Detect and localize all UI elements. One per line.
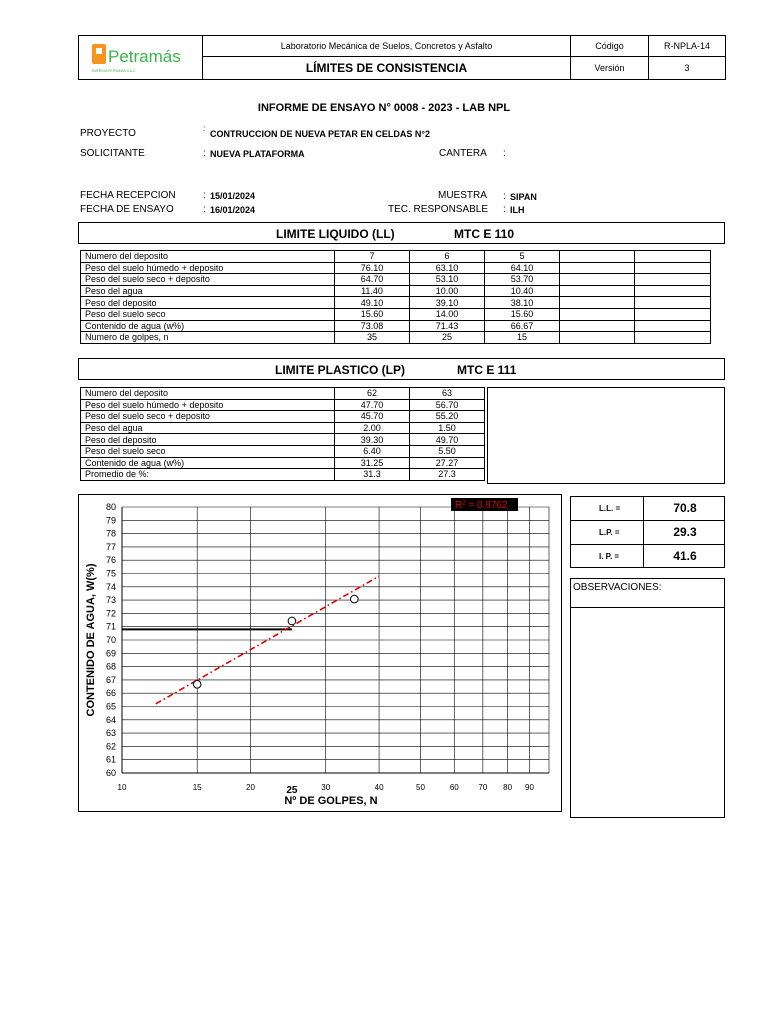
x-axis-label: Nº DE GOLPES, N xyxy=(284,795,378,807)
cell-value xyxy=(635,308,711,320)
table-row xyxy=(81,332,711,344)
cell-value: 71.43 xyxy=(410,320,485,332)
row-label: Peso del agua xyxy=(81,285,335,297)
cell-value: 27.27 xyxy=(410,457,485,469)
cell-value: 14.00 xyxy=(410,308,485,320)
row-label: Peso del deposito xyxy=(81,434,335,446)
cell-value xyxy=(635,320,711,332)
solicitante-value: NUEVA PLATAFORMA xyxy=(210,149,305,159)
y-tick-label: 68 xyxy=(105,661,116,672)
lp-title: LIMITE PLASTICO (LP) xyxy=(275,363,405,377)
x-tick-label: 90 xyxy=(525,783,534,792)
cell-value: 15 xyxy=(485,332,560,344)
cell-value: 66.67 xyxy=(485,320,560,332)
cell-value: 45.70 xyxy=(335,411,410,423)
y-tick-label: 72 xyxy=(105,608,116,619)
version-value: 3 xyxy=(684,63,690,73)
company-logo xyxy=(79,36,203,79)
fecha-recepcion-value: 15/01/2024 xyxy=(210,191,256,201)
fecha-ensayo-label: FECHA DE ENSAYO xyxy=(80,204,174,215)
ll-table xyxy=(80,250,711,344)
table-row xyxy=(81,274,711,286)
colon: : xyxy=(503,148,506,159)
observations-label: OBSERVACIONES: xyxy=(573,582,662,593)
y-tick-label: 60 xyxy=(105,768,116,778)
cell-value: 15.60 xyxy=(335,308,410,320)
colon: : xyxy=(203,190,206,201)
x-marker-label: 25 xyxy=(286,785,298,796)
y-tick-label: 80 xyxy=(105,502,116,512)
x-tick-label: 10 xyxy=(117,783,127,792)
cell-value: 31.3 xyxy=(335,469,410,481)
muestra-label: MUESTRA xyxy=(438,190,487,201)
y-tick-label: 65 xyxy=(105,701,116,712)
chart-svg xyxy=(79,495,561,811)
svg-text:EMPRESA PETRAMÁS S.A.C.: EMPRESA PETRAMÁS S.A.C. xyxy=(92,69,136,73)
y-tick-label: 66 xyxy=(105,688,116,699)
tec-label: TEC. RESPONSABLE xyxy=(388,204,489,215)
cell-value: 2.00 xyxy=(335,422,410,434)
cell-value: 39.10 xyxy=(410,297,485,309)
cell-value xyxy=(560,285,635,297)
cell-value: 1.50 xyxy=(410,422,485,434)
lp-result-label: L.P. = xyxy=(599,528,620,537)
cell-value: 73.08 xyxy=(335,320,410,332)
cell-value xyxy=(560,274,635,286)
cell-value: 35 xyxy=(335,332,410,344)
x-tick-label: 80 xyxy=(503,783,513,792)
ll-result-label: L.L. = xyxy=(599,504,621,513)
y-tick-label: 78 xyxy=(105,528,116,539)
y-tick-label: 61 xyxy=(105,754,116,765)
y-tick-label: 70 xyxy=(105,635,116,645)
cell-value: 47.70 xyxy=(335,399,410,411)
code-value: R-NPLA-14 xyxy=(649,36,725,57)
table-row xyxy=(81,469,485,481)
data-point xyxy=(351,595,359,603)
doc-title: LÍMITES DE CONSISTENCIA xyxy=(203,57,571,79)
y-tick-label: 67 xyxy=(105,674,116,685)
cell-value xyxy=(560,297,635,309)
cell-value: 25 xyxy=(410,332,485,344)
fecha-recepcion-label: FECHA RECEPCION xyxy=(80,190,176,201)
y-tick-label: 74 xyxy=(105,581,116,592)
cell-value xyxy=(560,320,635,332)
x-tick-label: 50 xyxy=(416,783,425,792)
cell-value xyxy=(635,285,711,297)
fecha-ensayo-value: 16/01/2024 xyxy=(210,205,256,215)
cell-value xyxy=(560,251,635,263)
document-header xyxy=(78,35,726,80)
cell-value: 55.20 xyxy=(410,411,485,423)
lp-result-value: 29.3 xyxy=(673,525,697,539)
x-tick-label: 30 xyxy=(321,783,331,792)
proyecto-value: CONTRUCCION DE NUEVA PETAR EN CELDAS N°2 xyxy=(210,129,430,139)
x-tick-label: 40 xyxy=(374,783,384,792)
table-row xyxy=(81,251,711,263)
cell-value: 10.40 xyxy=(485,285,560,297)
x-tick-label: 70 xyxy=(478,783,488,792)
cell-value: 5.50 xyxy=(410,445,485,457)
lp-empty-panel xyxy=(487,387,725,484)
colon: : xyxy=(203,148,206,159)
cell-value xyxy=(560,332,635,344)
cell-value: 64.10 xyxy=(485,262,560,274)
report-title: INFORME DE ENSAYO N° 0008 - 2023 - LAB NPL xyxy=(257,102,511,114)
row-label: Peso del suelo seco + deposito xyxy=(81,274,335,286)
y-tick-label: 77 xyxy=(105,541,116,552)
cell-value: 56.70 xyxy=(410,399,485,411)
ll-section-header xyxy=(78,222,725,244)
cell-value: 5 xyxy=(485,251,560,263)
cell-value: 53.70 xyxy=(485,274,560,286)
cell-value: 6.40 xyxy=(335,445,410,457)
y-tick-label: 75 xyxy=(105,568,116,579)
cell-value: 64.70 xyxy=(335,274,410,286)
row-label: Peso del deposito xyxy=(81,297,335,309)
table-row xyxy=(81,422,485,434)
table-row xyxy=(81,297,711,309)
petramas-logo-icon xyxy=(79,36,201,79)
row-label: Peso del suelo seco + deposito xyxy=(81,411,335,423)
y-tick-label: 79 xyxy=(105,515,116,526)
y-axis-label: CONTENIDO DE AGUA, W(%) xyxy=(85,563,97,717)
row-label: Numero de golpes, n xyxy=(81,332,335,344)
lp-table xyxy=(80,387,485,481)
cantera-label: CANTERA xyxy=(439,148,487,159)
cell-value: 10.00 xyxy=(410,285,485,297)
cell-value: 76.10 xyxy=(335,262,410,274)
cell-value xyxy=(635,251,711,263)
y-tick-label: 63 xyxy=(105,728,116,739)
row-label: Peso del agua xyxy=(81,422,335,434)
cell-value xyxy=(635,332,711,344)
row-label: Peso del suelo húmedo + deposito xyxy=(81,262,335,274)
ll-result-value: 70.8 xyxy=(673,501,697,515)
table-row xyxy=(81,434,485,446)
y-tick-label: 76 xyxy=(105,555,116,566)
cell-value: 53.10 xyxy=(410,274,485,286)
cell-value xyxy=(635,274,711,286)
observations-box xyxy=(570,578,725,818)
x-tick-label: 15 xyxy=(192,783,202,792)
cell-value: 49.10 xyxy=(335,297,410,309)
cell-value: 63.10 xyxy=(410,262,485,274)
cell-value xyxy=(560,308,635,320)
row-label: Peso del suelo seco xyxy=(81,445,335,457)
cell-value: 6 xyxy=(410,251,485,263)
colon: : xyxy=(203,204,206,215)
table-row xyxy=(81,262,711,274)
colon: : xyxy=(503,204,506,215)
cell-value: 49.70 xyxy=(410,434,485,446)
cell-value: 15.60 xyxy=(485,308,560,320)
solicitante-label: SOLICITANTE xyxy=(80,148,145,159)
svg-text:Petramás: Petramás xyxy=(108,47,181,66)
row-label: Promedio de %: xyxy=(81,469,335,481)
row-label: Contenido de agua (w%) xyxy=(81,457,335,469)
table-row xyxy=(81,388,485,400)
tec-value: ILH xyxy=(510,205,525,215)
colon: : xyxy=(203,124,206,133)
y-tick-label: 62 xyxy=(105,741,116,752)
row-label: Numero del deposito xyxy=(81,251,335,263)
cell-value xyxy=(635,262,711,274)
data-point xyxy=(193,680,201,688)
lp-norm: MTC E 111 xyxy=(457,363,517,377)
row-label: Peso del suelo seco xyxy=(81,308,335,320)
row-label: Contenido de agua (w%) xyxy=(81,320,335,332)
cell-value: 27.3 xyxy=(410,469,485,481)
y-tick-label: 73 xyxy=(105,595,116,606)
ll-norm: MTC E 110 xyxy=(454,227,515,241)
y-tick-label: 71 xyxy=(105,621,116,632)
table-row xyxy=(81,445,485,457)
cell-value xyxy=(560,262,635,274)
cell-value: 38.10 xyxy=(485,297,560,309)
cell-value: 7 xyxy=(335,251,410,263)
cell-value: 62 xyxy=(335,388,410,400)
lab-name: Laboratorio Mecánica de Suelos, Concretos y Asfalto xyxy=(203,36,571,57)
ip-result-label: I. P. = xyxy=(599,552,620,561)
ll-title: LIMITE LIQUIDO (LL) xyxy=(276,227,395,241)
lp-section-header xyxy=(78,358,725,380)
r2-label: R² = 0.9762 xyxy=(455,500,508,511)
table-row xyxy=(81,457,485,469)
ip-result-value: 41.6 xyxy=(673,549,697,563)
colon: : xyxy=(503,191,506,202)
code-label: Código xyxy=(571,36,649,57)
proyecto-label: PROYECTO xyxy=(80,128,136,139)
cell-value: 63 xyxy=(410,388,485,400)
x-tick-label: 60 xyxy=(449,783,459,792)
cell-value: 39.30 xyxy=(335,434,410,446)
table-row xyxy=(81,308,711,320)
table-row xyxy=(81,285,711,297)
version-label: Versión xyxy=(571,57,649,79)
flow-curve-chart xyxy=(78,494,562,812)
data-point xyxy=(288,617,296,625)
cell-value: 31.25 xyxy=(335,457,410,469)
table-row xyxy=(81,411,485,423)
row-label: Numero del deposito xyxy=(81,388,335,400)
table-row xyxy=(81,320,711,332)
y-tick-label: 69 xyxy=(105,648,116,659)
row-label: Peso del suelo húmedo + deposito xyxy=(81,399,335,411)
results-box xyxy=(570,496,725,568)
cell-value: 11.40 xyxy=(335,285,410,297)
table-row xyxy=(81,399,485,411)
cell-value xyxy=(635,297,711,309)
muestra-value: SIPAN xyxy=(510,192,537,202)
x-tick-label: 20 xyxy=(246,783,255,792)
y-tick-label: 64 xyxy=(105,714,116,725)
